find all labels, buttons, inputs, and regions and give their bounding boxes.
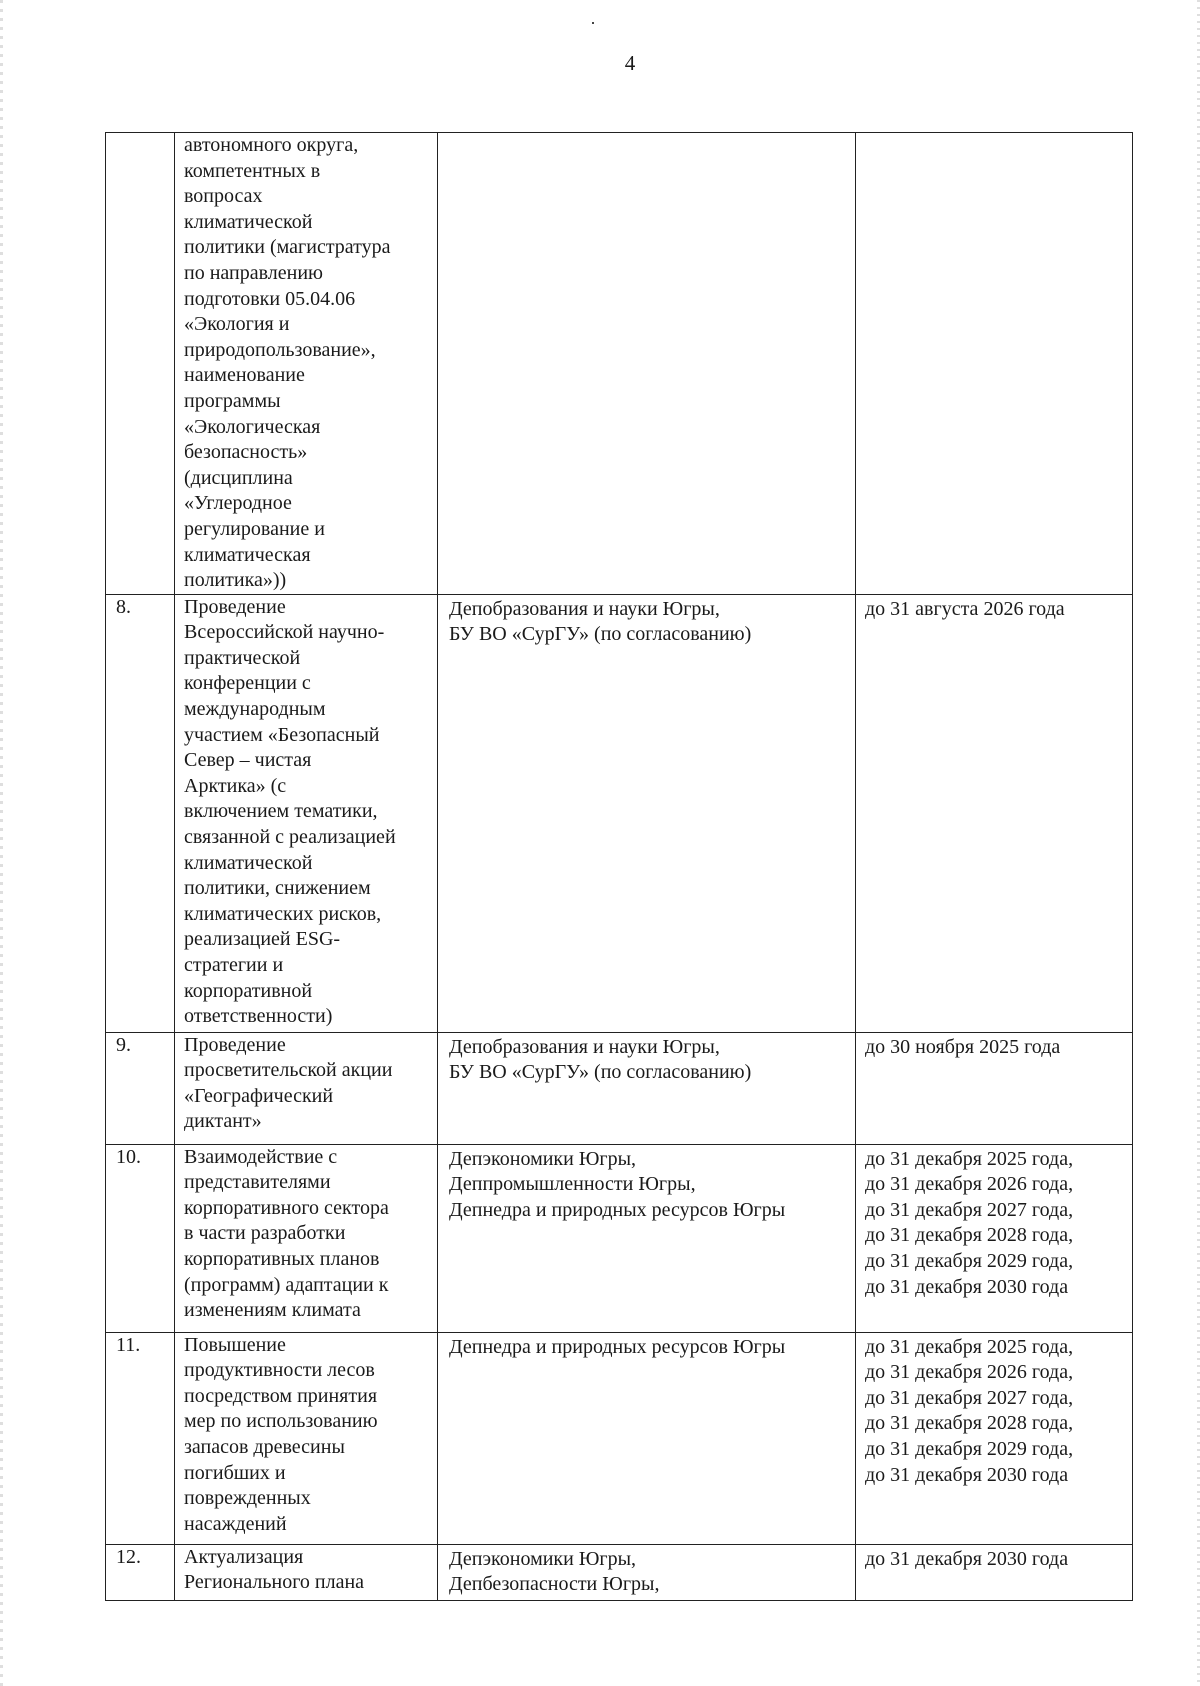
- deadline-cell: до 31 декабря 2025 года, до 31 декабря 2026 года, до 31 декабря 2027 года, до 31 декабря 2028 года, до 31 декабря 2029 года, до 31 декабря 2030 года: [856, 1332, 1133, 1544]
- deadline-cell: до 31 августа 2026 года: [856, 594, 1133, 1032]
- table-row-10: [106, 1144, 1133, 1332]
- responsible-cell: Депэкономики Югры, Депбезопасности Югры,: [438, 1544, 856, 1600]
- row-number: 8.: [106, 594, 175, 1032]
- table-row-12: [106, 1544, 1133, 1600]
- table-row-11: [106, 1332, 1133, 1544]
- activity-cell: Проведение просветительской акции «Географический диктант»: [175, 1032, 438, 1144]
- responsible-cell: Депобразования и науки Югры, БУ ВО «СурГУ» (по согласованию): [438, 1032, 856, 1144]
- row-number: [106, 133, 175, 595]
- page-number: 4: [624, 51, 636, 75]
- activity-cell: Актуализация Регионального плана: [175, 1544, 438, 1600]
- responsible-cell: Депобразования и науки Югры, БУ ВО «СурГУ» (по согласованию): [438, 594, 856, 1032]
- row-number: 9.: [106, 1032, 175, 1144]
- activity-cell: автономного округа, компетентных в вопросах климатической политики (магистратура по направлению подготовки 05.04.06 «Экология и природопользование», наименование программы «Экологическая безопасность» (дисциплина «Углеродное регулирование и климатическая политика»)): [175, 133, 438, 595]
- measures-table: [105, 132, 1133, 1601]
- scan-edge-left: [0, 0, 3, 1686]
- scan-speck: [592, 22, 594, 24]
- row-number: 11.: [106, 1332, 175, 1544]
- responsible-cell: [438, 133, 856, 595]
- deadline-cell: до 31 декабря 2025 года, до 31 декабря 2026 года, до 31 декабря 2027 года, до 31 декабря 2028 года, до 31 декабря 2029 года, до 31 декабря 2030 года: [856, 1144, 1133, 1332]
- deadline-cell: до 31 декабря 2030 года: [856, 1544, 1133, 1600]
- table-row-continuation: [106, 133, 1133, 595]
- deadline-cell: [856, 133, 1133, 595]
- table-row-9: [106, 1032, 1133, 1144]
- row-number: 10.: [106, 1144, 175, 1332]
- activity-cell: Взаимодействие с представителями корпоративного сектора в части разработки корпоративных планов (программ) адаптации к изменениям климата: [175, 1144, 438, 1332]
- responsible-cell: Депнедра и природных ресурсов Югры: [438, 1332, 856, 1544]
- deadline-cell: до 30 ноября 2025 года: [856, 1032, 1133, 1144]
- row-number: 12.: [106, 1544, 175, 1600]
- table-row-8: [106, 594, 1133, 1032]
- activity-cell: Проведение Всероссийской научно- практической конференции с международным участием «Безопасный Север – чистая Арктика» (с включением тематики, связанной с реализацией климатической политики, снижением климатических рисков, реализацией ESG- стратегии и корпоративной ответственности): [175, 594, 438, 1032]
- responsible-cell: Депэкономики Югры, Деппромышленности Югры, Депнедра и природных ресурсов Югры: [438, 1144, 856, 1332]
- activity-cell: Повышение продуктивности лесов посредством принятия мер по использованию запасов древесины погибших и поврежденных насаждений: [175, 1332, 438, 1544]
